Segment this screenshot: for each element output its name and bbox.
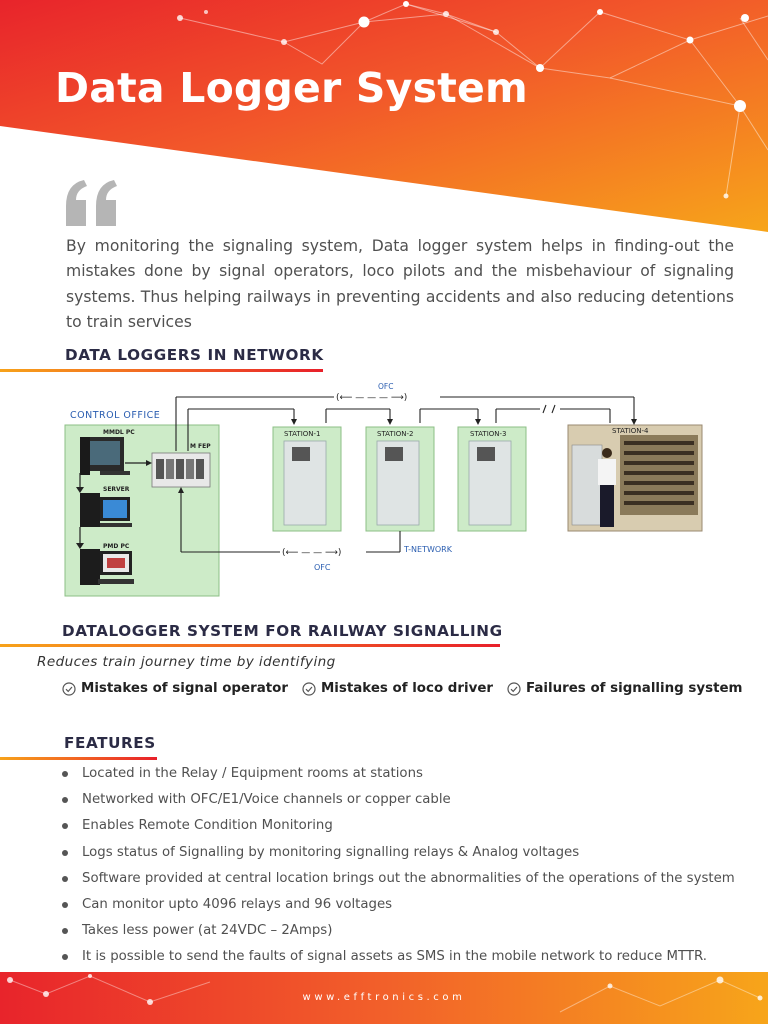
check-circle-icon [507,682,521,696]
list-item [62,896,735,922]
station-4-label: STATION-4 [612,427,649,435]
list-item [62,765,735,791]
feature-text: Enables Remote Condition Monitoring [82,818,333,834]
station-1-cabinet [273,427,341,531]
railway-section-underline [0,644,500,647]
list-item [62,844,735,870]
station-2-cabinet [366,427,434,531]
list-item [62,817,735,843]
station-3-label: STATION-3 [470,430,507,438]
bullet-icon [62,850,68,856]
t-network-label: T-NETWORK [404,545,452,554]
station-3-cabinet [458,427,526,531]
features-section-heading: FEATURES [64,734,156,752]
bullet-icon [62,928,68,934]
feature-text: Software provided at central location brings out the abnormalities of the operations of the system [82,870,735,886]
intro-paragraph: By monitoring the signaling system, Data logger system helps in finding-out the mistakes done by signal operators, loco pilots and the misbehaviour of signaling systems. Thus helping railways in preventing accidents and also reducing detentions to train services [66,237,734,332]
list-item [62,870,735,896]
check-label: Mistakes of loco driver [320,681,494,696]
bullet-icon [62,876,68,882]
mmdl-pc-icon [80,437,130,475]
mfep-unit-icon [152,453,210,487]
page-title: Data Logger System [55,64,528,112]
ofc-top-label: OFC [378,382,394,391]
list-item [62,922,735,948]
pmd-pc-icon [80,549,134,585]
ofc-top-dashes: (⟵ — — — ⟶) [336,393,408,403]
check-label: Mistakes of signal operator [81,681,288,696]
station-4-photo [568,425,702,531]
server-label: SERVER [103,486,130,493]
check-item [62,681,288,696]
check-label: Failures of signalling system [526,681,743,696]
mfep-label: M FEP [190,443,211,450]
check-circle-icon [302,682,316,696]
bullet-icon [62,771,68,777]
mmdl-pc-label: MMDL PC [103,429,135,436]
network-section-heading: DATA LOGGERS IN NETWORK [65,346,324,364]
check-item [507,681,743,696]
feature-text: Located in the Relay / Equipment rooms at stations [82,766,423,781]
features-list [62,765,735,975]
bullet-icon [62,954,68,960]
bullet-icon [62,902,68,908]
bullet-icon [62,823,68,829]
railway-section-heading: DATALOGGER SYSTEM FOR RAILWAY SIGNALLING [62,622,503,640]
bullet-icon [62,797,68,803]
feature-text: It is possible to send the faults of signal assets as SMS in the mobile network to reduce MTTR. [82,949,707,965]
quote-mark-icon [62,176,122,228]
station-2-label: STATION-2 [377,430,414,438]
checks-row [62,681,757,696]
feature-text: Can monitor upto 4096 relays and 96 voltages [82,896,393,912]
footer-url-link[interactable]: www.efftronics.com [302,992,466,1003]
network-section-underline [0,369,323,372]
ofc-bottom-label: OFC [314,563,331,572]
list-item [62,791,735,817]
feature-text: Takes less power (at 24VDC – 2Amps) [82,923,333,939]
feature-text: Logs status of Signalling by monitoring signalling relays & Analog voltages [82,844,580,860]
control-office-label: CONTROL OFFICE [70,410,161,421]
feature-text: Networked with OFC/E1/Voice channels or copper cable [82,792,451,808]
station-1-label: STATION-1 [284,430,321,438]
pmd-pc-label: PMD PC [103,543,130,550]
network-diagram [0,375,768,605]
list-item [62,948,735,974]
check-item [302,681,493,696]
features-section-underline [0,757,157,760]
ofc-bottom-dashes: (⟵ — — ⟶) [282,548,342,558]
railway-subtitle: Reduces train journey time by identifying [37,654,336,670]
check-circle-icon [62,682,76,696]
